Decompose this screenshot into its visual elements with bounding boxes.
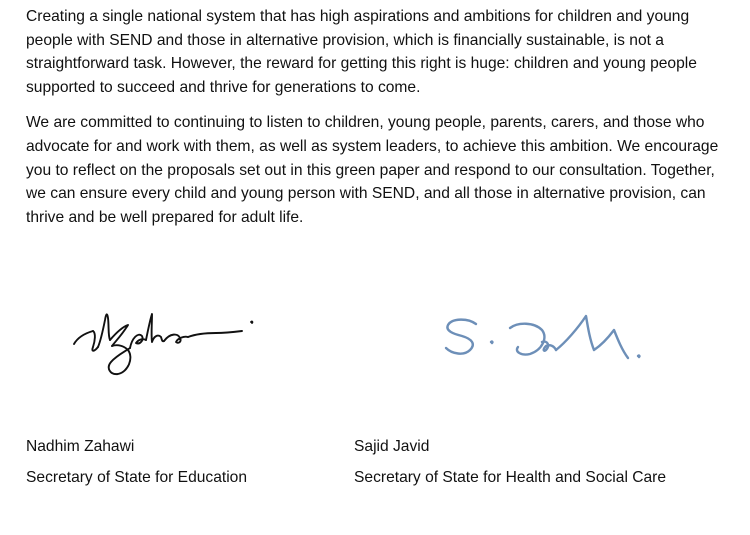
- signatory-name: Sajid Javid: [354, 438, 430, 455]
- body-paragraph: Creating a single national system that has high aspirations and ambitions for children and young people with SEND and those in alternative provision, which is financially sustainable, is not a straightforward task. However, the reward for getting this right is huge: children and young people supported to succeed and thrive for generations to come.: [26, 8, 697, 96]
- signatory-name: Nadhim Zahawi: [26, 438, 135, 455]
- signatory-role: Secretary of State for Education: [26, 469, 248, 486]
- signature-sajid-javid: [438, 306, 652, 378]
- signature-nadhim-zahawi: [66, 300, 262, 384]
- body-paragraph: We are committed to continuing to listen to children, young people, parents, carers, and those who advocate for and work with them, as well as system leaders, to achieve this ambition. We encourage you to reflect on the proposals set out in this green paper and respond to our consultation. Together, we can ensure every child and young person with SEND, and all those in alternative provision, can thrive and be well prepared for adult life.: [26, 114, 719, 226]
- signature-left-strokes: [74, 314, 252, 374]
- letter-body: [26, 5, 726, 229]
- signature-right-strokes: [446, 316, 639, 358]
- signatory-role: Secretary of State for Health and Social Care: [354, 469, 667, 486]
